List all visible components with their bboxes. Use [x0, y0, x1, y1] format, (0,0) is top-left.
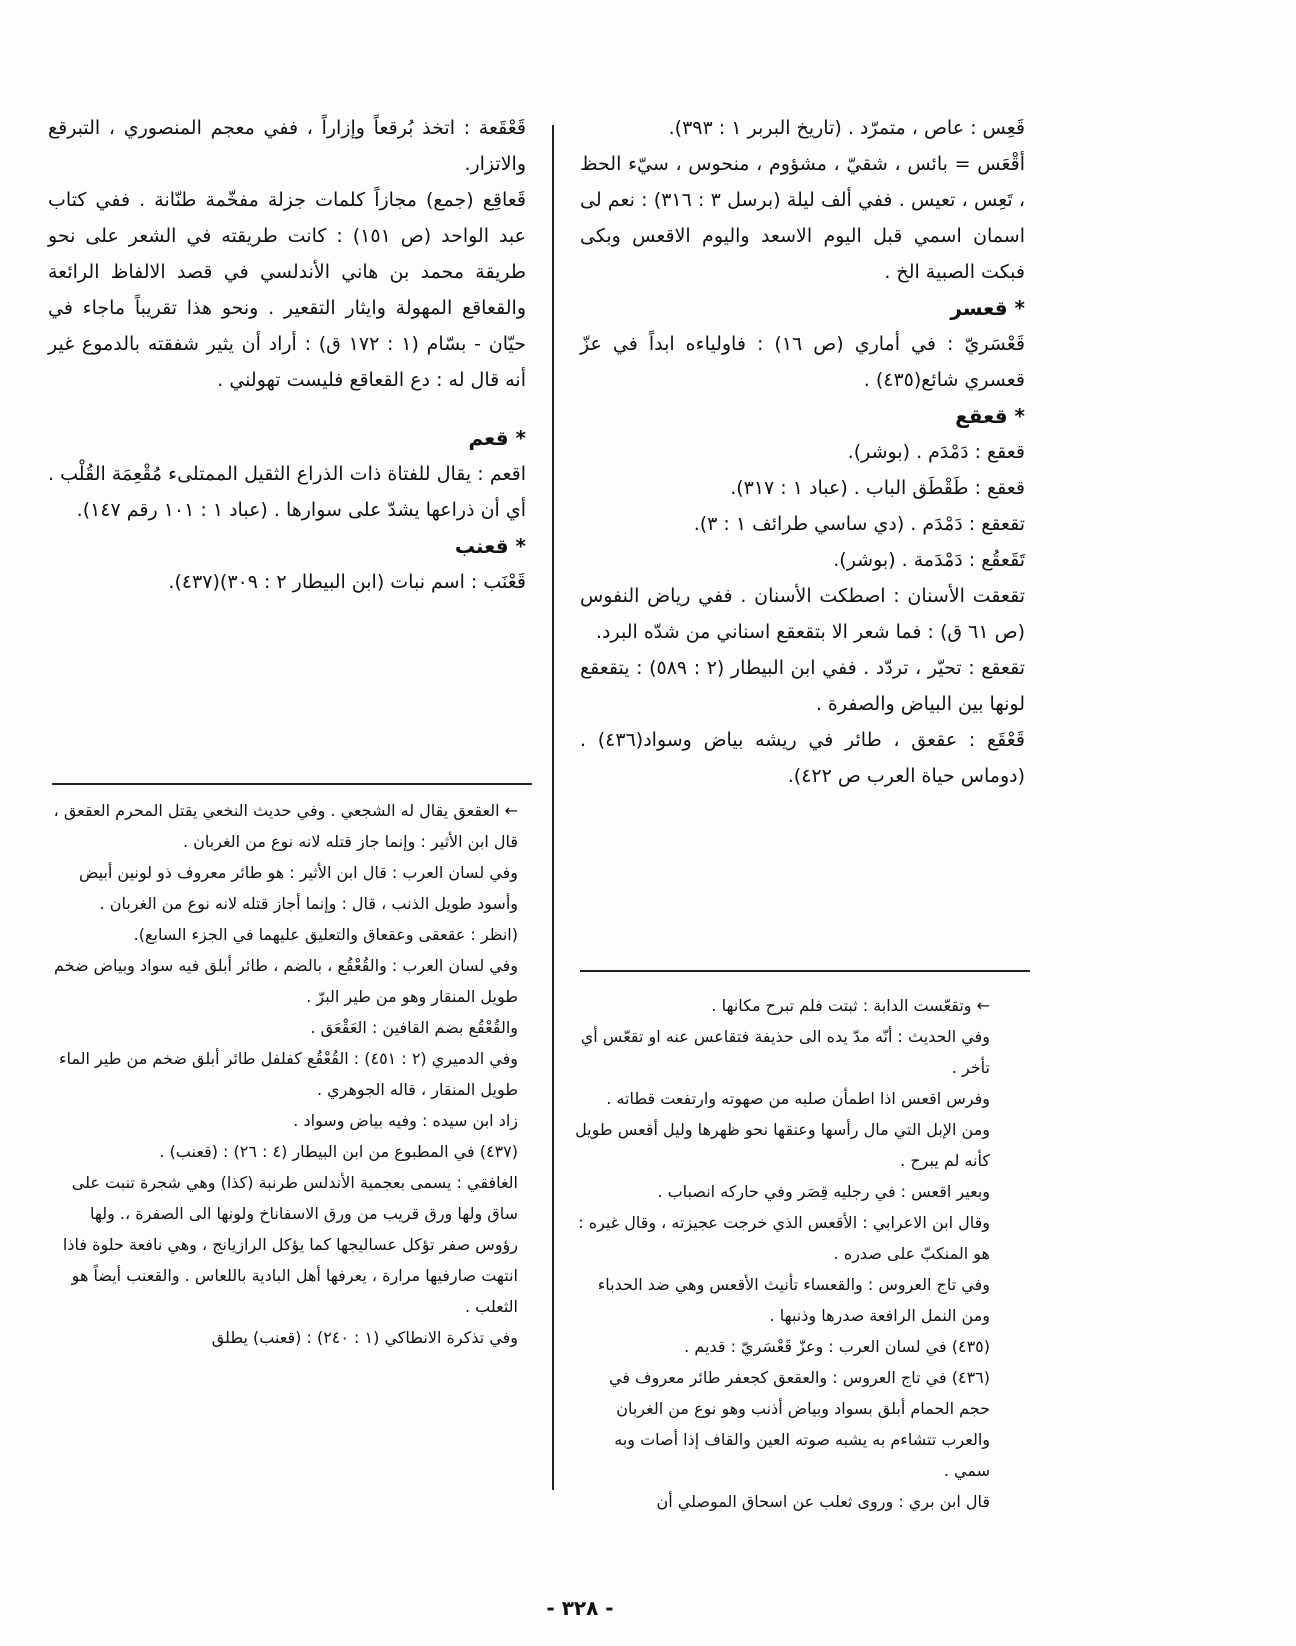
- entry-heading: * قعقع: [955, 404, 1025, 428]
- footnote-line: زاد ابن سيده : وفيه بياض وسواد .: [293, 1111, 518, 1130]
- left-footnotes: [48, 795, 518, 1353]
- page-number: - ٣٢٨ -: [546, 1596, 614, 1620]
- footnote-rule-right: [580, 970, 1030, 972]
- entry-heading: * قعنب: [454, 534, 526, 558]
- footnote-line: وقال ابن الاعرابي : الأقعس الذي خرجت عجيزته ، وقال غيره : هو المنكبّ على صدره .: [578, 1213, 990, 1263]
- entry: قَعاقِع (جمع) مجازاً كلمات جزلة مفخّمة طنّانة . ففي كتاب عبد الواحد (ص ١٥١) : كانت طريقته في الشعر على نحو طريقة محمد بن هاني الأندلسي في قصد الالفاظ الرائعة والقعاقع المهولة وايثار التقعير . ونحو هذا تقريباً ماجاء في حيّان - بسّام (١ : ١٧٢ ق) : أراد أن يثير شفقته بالدموع غير أنه قال له : دع القعاقع فليست تهولني .: [48, 189, 526, 391]
- right-column-main: [580, 110, 1025, 794]
- entry: قَعْقَع : عقعق ، طائر في ريشه بياض وسواد(٤٣٦) . (دوماس حياة العرب ص ٤٢٢).: [580, 729, 1025, 787]
- entry: قَعِس : عاص ، متمرّد . (تاريخ البربر ١ : ٣٩٣).: [668, 117, 1025, 139]
- entry-heading: * قعسر: [950, 296, 1025, 320]
- footnote-line: (انظر : عقعقى وعقعاق والتعليق عليهما في الجزء السابع).: [133, 925, 518, 944]
- footnote-rule-left: [52, 783, 532, 785]
- entry: قَعْنَب : اسم نبات (ابن البيطار ٢ : ٣٠٩)(٤٣٧).: [168, 571, 526, 593]
- footnote-line: (٤٣٥) في لسان العرب : وعزّ قَعْسَريّ : قديم .: [684, 1337, 990, 1356]
- footnote-line: وفرس اقعس اذا اطمأن صلبه من صهوته وارتفعت قطاته . ومن الإبل التي مال رأسها وعنقها نحو ظهرها وليل أقعس طويل كأنه لم يبرح .: [575, 1089, 990, 1170]
- footnote-line: وفي تذكرة الانطاكي (١ : ٢٤٠) : (قعنب) يطلق: [211, 1328, 518, 1347]
- entry-heading: * قعم: [468, 426, 526, 450]
- entry: قعقع : طَقْطَق الباب . (عباد ١ : ٣١٧).: [730, 477, 1025, 499]
- footnote-line: وفي تاج العروس : والقعساء تأنيث الأقعس وهي ضد الحدباء ومن النمل الرافعة صدرها وذنبها .: [597, 1275, 990, 1325]
- footnote-line: وفي الحديث : أنّه مدّ يده الى حذيفة فتقاعس عنه او تقعّس أي تأخر .: [580, 1027, 990, 1077]
- footnote-line: وفي الدميري (٢ : ٤٥١) : القُعْقُع كفلفل طائر أبلق ضخم من طير الماء طويل المنقار ، قاله الجوهري .: [59, 1049, 518, 1099]
- footnote-line: ← وتقعّست الدابة : ثبتت فلم تبرح مكانها .: [711, 996, 990, 1015]
- footnote-line: الغافقي : يسمى بعجمية الأندلس طرنبة (كذا) وهي شجرة تنبت على ساق ولها ورق قريب من ورق الاسفاناخ ولونها الى الصفرة ،. ولها رؤوس صفر تؤكل عساليجها كما يؤكل الرازيانج ، وهي نافعة حلوة فاذا انتهت صارفيها مرارة ، يعرفها أهل البادية باللعاس . والقعنب أيضاً هو الثعلب .: [62, 1173, 518, 1316]
- footnote-line: ← العقعق يقال له الشجعي . وفي حديث النخعي يقتل المحرم العقعق ، قال ابن الأثير : وإنما جاز قتله لانه نوع من الغربان .: [53, 801, 518, 851]
- footnote-line: وفي لسان العرب : والقُعْقُع ، بالضم ، طائر أبلق فيه سواد وبياض ضخم طويل المنقار وهو من طير البرّ .: [54, 956, 518, 1006]
- footnote-line: قال ابن بري : وروى ثعلب عن اسحاق الموصلي أن: [656, 1492, 990, 1511]
- entry: تقعقع : تحيّر ، تردّد . ففي ابن البيطار (٢ : ٥٨٩) : يتقعقع لونها بين البياض والصفرة .: [580, 657, 1025, 715]
- entry: قَعْسَريّ : في أماري (ص ١٦) : فاولياءه ابداً في عزّ قعسري شائع(٤٣٥) .: [580, 333, 1025, 391]
- footnote-line: وفي لسان العرب : قال ابن الأثير : هو طائر معروف ذو لونين أبيض وأسود طويل الذنب ، قال : وإنما أجاز قتله لانه نوع من الغربان .: [78, 863, 518, 913]
- footnote-line: وبعير اقعس : في رجليه قِصَر وفي حاركه انصباب .: [657, 1182, 990, 1201]
- entry: قعقع : دَمْدَم . (بوشر).: [847, 441, 1025, 463]
- entry: تقعقت الأسنان : اصطكت الأسنان . ففي رياض النفوس (ص ٦١ ق) : فما شعر الا بتقعقع اسناني من شدّه البرد.: [580, 585, 1025, 643]
- entry: تقعقع : دَمْدَم . (دي ساسي طرائف ١ : ٣).: [693, 513, 1025, 535]
- left-column-main: [48, 110, 526, 600]
- footnote-line: (٤٣٧) في المطبوع من ابن البيطار (٤ : ٢٦) : (قعنب) .: [159, 1142, 518, 1161]
- entry: أقْعَس = بائس ، شقيّ ، مشؤوم ، منحوس ، سيّء الحظ ، تَعِس ، تعيس . ففي ألف ليلة (برسل ٣ : ٣١٦) : نعم لى اسمان اسمي قبل اليوم الاسعد واليوم الاقعس وبكى فبكت الصبية الخ .: [580, 153, 1025, 283]
- footnote-line: والقُعْقُع بضم القافين : العَقْعَق .: [310, 1018, 518, 1037]
- entry: اقعم : يقال للفتاة ذات الذراع الثقيل الممتلىء مُقْعِمَة القُلْب . أي أن ذراعها يشدّ على سوارها . (عباد ١ : ١٠١ رقم ١٤٧).: [48, 463, 526, 521]
- entry: تَقَعقُع : دَمْدَمة . (بوشر).: [833, 549, 1025, 571]
- right-footnotes: [575, 990, 990, 1517]
- entry: قَعْقَعة : اتخذ بُرقعاً وإزاراً ، ففي معجم المنصوري ، التبرقع والاتزار.: [48, 117, 526, 175]
- column-divider: [552, 125, 554, 1490]
- footnote-line: (٤٣٦) في تاج العروس : والعقعق كجعفر طائر معروف في حجم الحمام أبلق بسواد وبياض أذنب وهو نوع من الغربان والعرب تتشاءم به يشبه صوته العين والقاف إذا أصات وبه سمي .: [608, 1368, 990, 1480]
